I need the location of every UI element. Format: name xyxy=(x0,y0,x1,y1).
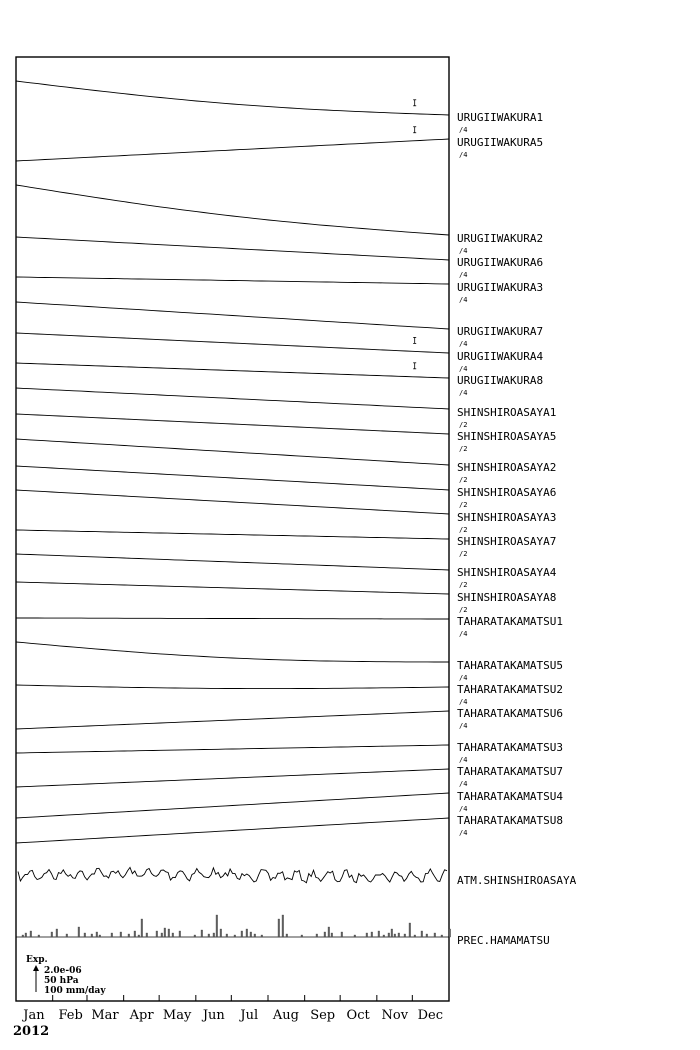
legend xyxy=(26,955,106,996)
strain-traces xyxy=(16,81,449,843)
divisor-urugiiwakura8: /4 xyxy=(459,389,468,397)
label-urugiiwakura5: URUGIIWAKURA5 xyxy=(457,136,544,149)
label-shinshiroasaya4: SHINSHIROASAYA4 xyxy=(457,566,557,579)
label-taharatakamatsu2: TAHARATAKAMATSU2 xyxy=(457,683,563,696)
precip-bar xyxy=(30,931,32,937)
month-label-mar: Mar xyxy=(91,1008,119,1023)
label-urugiiwakura6: URUGIIWAKURA6 xyxy=(457,256,544,269)
label-shinshiroasaya1: SHINSHIROASAYA1 xyxy=(457,406,557,419)
label-shinshiroasaya5: SHINSHIROASAYA5 xyxy=(457,430,557,443)
precip-bar xyxy=(22,935,24,937)
precip-bar xyxy=(328,927,330,937)
precip-bar xyxy=(261,935,263,937)
series-labels xyxy=(457,111,577,947)
precip-bar xyxy=(341,932,343,937)
divisor-taharatakamatsu5: /4 xyxy=(459,674,468,682)
divisor-taharatakamatsu7: /4 xyxy=(459,780,468,788)
month-label-oct: Oct xyxy=(346,1008,370,1023)
trace-taharatakamatsu5 xyxy=(16,642,449,662)
divisor-shinshiroasaya6: /2 xyxy=(459,501,468,509)
precip-bar xyxy=(426,934,428,937)
month-label-dec: Dec xyxy=(417,1008,444,1023)
month-label-jan: Jan xyxy=(23,1008,45,1023)
precip-bar xyxy=(254,934,256,937)
precip-bar xyxy=(354,935,356,937)
label-taharatakamatsu7: TAHARATAKAMATSU7 xyxy=(457,765,563,778)
trace-shinshiroasaya5 xyxy=(16,414,449,434)
precip-bar xyxy=(278,919,280,937)
precip-bar xyxy=(383,935,385,937)
label-prec: PREC.HAMAMATSU xyxy=(457,934,550,947)
precip-bar xyxy=(38,935,40,937)
precip-bar xyxy=(99,935,101,937)
trace-shinshiroasaya3 xyxy=(16,490,449,514)
precip-bar xyxy=(201,930,203,937)
precip-bar xyxy=(194,935,196,937)
divisor-taharatakamatsu3: /4 xyxy=(459,756,468,764)
month-ticks xyxy=(21,995,443,1023)
precip-bar xyxy=(96,932,98,937)
trace-urugiiwakura5 xyxy=(16,139,449,161)
divisor-urugiiwakura7: /4 xyxy=(459,340,468,348)
precip-bar xyxy=(250,932,252,937)
precip-bar xyxy=(216,915,218,937)
trace-urugiiwakura4 xyxy=(16,333,449,353)
divisor-urugiiwakura1: /4 xyxy=(459,126,468,134)
precip-bar xyxy=(394,934,396,937)
label-urugiiwakura7: URUGIIWAKURA7 xyxy=(457,325,544,338)
precip-bar xyxy=(172,933,174,937)
trace-atm-shinshiroasaya xyxy=(18,867,447,882)
precip-bar xyxy=(301,935,303,937)
trace-shinshiroasaya6 xyxy=(16,466,449,490)
precip-bar xyxy=(324,932,326,937)
precip-bar xyxy=(246,929,248,937)
trace-taharatakamatsu1 xyxy=(16,618,449,619)
label-taharatakamatsu6: TAHARATAKAMATSU6 xyxy=(457,707,563,720)
trace-urugiiwakura7 xyxy=(16,302,449,329)
precip-bar xyxy=(128,934,130,937)
precip-bar xyxy=(331,933,333,937)
label-taharatakamatsu4: TAHARATAKAMATSU4 xyxy=(457,790,563,803)
precip-bar xyxy=(78,927,80,937)
precip-bar xyxy=(84,933,86,937)
plot-frame xyxy=(16,57,449,1001)
divisor-urugiiwakura4: /4 xyxy=(459,365,468,373)
precip-bar xyxy=(409,923,411,937)
precip-bar xyxy=(120,932,122,937)
precip-bar xyxy=(378,931,380,937)
trace-taharatakamatsu8 xyxy=(16,818,449,843)
precip-bar xyxy=(168,929,170,937)
trace-taharatakamatsu7 xyxy=(16,769,449,787)
label-taharatakamatsu3: TAHARATAKAMATSU3 xyxy=(457,741,563,754)
legend-arrow-head xyxy=(33,965,39,971)
legend-strain-scale: 2.0e-06 xyxy=(44,966,82,976)
trace-urugiiwakura8 xyxy=(16,363,449,378)
offset-marker xyxy=(413,363,416,369)
divisor-shinshiroasaya7: /2 xyxy=(459,550,468,558)
trace-shinshiroasaya1 xyxy=(16,388,449,409)
offset-marker xyxy=(413,127,416,133)
trace-taharatakamatsu2 xyxy=(16,685,449,689)
label-urugiiwakura2: URUGIIWAKURA2 xyxy=(457,232,544,245)
precip-bar xyxy=(404,934,406,937)
trace-taharatakamatsu4 xyxy=(16,793,449,818)
divisor-taharatakamatsu4: /4 xyxy=(459,805,468,813)
precip-bar xyxy=(141,919,143,937)
year-label: 2012 xyxy=(13,1024,50,1039)
month-label-apr: Apr xyxy=(129,1008,154,1023)
legend-title: Exp. xyxy=(26,955,48,965)
trace-taharatakamatsu6 xyxy=(16,711,449,729)
trace-taharatakamatsu3 xyxy=(16,745,449,753)
divisor-shinshiroasaya3: /2 xyxy=(459,526,468,534)
precip-bar xyxy=(391,929,393,937)
precip-bar xyxy=(111,933,113,937)
precip-bar xyxy=(146,933,148,937)
trace-shinshiroasaya4 xyxy=(16,554,449,570)
precip-bar xyxy=(371,932,373,937)
label-taharatakamatsu5: TAHARATAKAMATSU5 xyxy=(457,659,563,672)
offset-marker xyxy=(413,337,416,343)
precip-bar xyxy=(208,934,210,937)
precip-bar xyxy=(414,935,416,937)
precip-bar xyxy=(421,931,423,937)
month-label-nov: Nov xyxy=(381,1008,409,1023)
precip-bar xyxy=(282,915,284,937)
label-urugiiwakura4: URUGIIWAKURA4 xyxy=(457,350,544,363)
label-atm: ATM.SHINSHIROASAYA xyxy=(457,874,577,887)
trace-shinshiroasaya7 xyxy=(16,530,449,539)
precip-bar xyxy=(134,931,136,937)
month-label-jul: Jul xyxy=(240,1008,259,1023)
divisor-shinshiroasaya4: /2 xyxy=(459,581,468,589)
divisor-taharatakamatsu1: /4 xyxy=(459,630,468,638)
month-label-aug: Aug xyxy=(272,1008,300,1023)
precip-bar xyxy=(179,931,181,937)
precip-bar xyxy=(66,934,68,937)
trace-shinshiroasaya2 xyxy=(16,439,449,465)
legend-pressure-scale: 50 hPa xyxy=(44,976,79,986)
divisor-shinshiroasaya5: /2 xyxy=(459,445,468,453)
label-urugiiwakura8: URUGIIWAKURA8 xyxy=(457,374,544,387)
precip-bars xyxy=(22,915,451,937)
precip-bar xyxy=(164,928,166,937)
precip-bar xyxy=(434,933,436,937)
month-label-sep: Sep xyxy=(310,1008,336,1023)
offset-marker xyxy=(413,100,416,106)
trace-urugiiwakura2 xyxy=(16,185,449,235)
trace-urugiiwakura6 xyxy=(16,237,449,260)
precip-bar xyxy=(398,933,400,937)
divisor-taharatakamatsu2: /4 xyxy=(459,698,468,706)
label-urugiiwakura1: URUGIIWAKURA1 xyxy=(457,111,544,124)
trace-urugiiwakura1 xyxy=(16,81,449,115)
label-shinshiroasaya2: SHINSHIROASAYA2 xyxy=(457,461,557,474)
divisor-urugiiwakura5: /4 xyxy=(459,151,468,159)
precip-bar xyxy=(241,931,243,937)
precip-bar xyxy=(138,935,140,937)
divisor-taharatakamatsu8: /4 xyxy=(459,829,468,837)
precip-bar xyxy=(441,935,443,937)
precip-bar xyxy=(25,933,27,937)
trace-shinshiroasaya8 xyxy=(16,582,449,594)
precip-bar xyxy=(366,933,368,937)
label-shinshiroasaya3: SHINSHIROASAYA3 xyxy=(457,511,557,524)
precip-bar xyxy=(388,933,390,937)
label-shinshiroasaya7: SHINSHIROASAYA7 xyxy=(457,535,557,548)
precip-bar xyxy=(161,933,163,937)
legend-precip-scale: 100 mm/day xyxy=(44,986,106,996)
divisor-urugiiwakura3: /4 xyxy=(459,296,468,304)
precip-bar xyxy=(220,929,222,937)
month-label-feb: Feb xyxy=(58,1008,83,1023)
divisor-shinshiroasaya1: /2 xyxy=(459,421,468,429)
precip-bar xyxy=(449,929,451,937)
month-label-jun: Jun xyxy=(202,1008,225,1023)
label-shinshiroasaya8: SHINSHIROASAYA8 xyxy=(457,591,557,604)
divisor-taharatakamatsu6: /4 xyxy=(459,722,468,730)
precip-bar xyxy=(56,929,58,937)
divisor-urugiiwakura2: /4 xyxy=(459,247,468,255)
precip-bar xyxy=(213,933,215,937)
month-label-may: May xyxy=(162,1008,192,1023)
precip-bar xyxy=(156,931,158,937)
label-taharatakamatsu1: TAHARATAKAMATSU1 xyxy=(457,615,563,628)
precip-bar xyxy=(316,934,318,937)
atm-trace-group xyxy=(18,867,447,882)
label-taharatakamatsu8: TAHARATAKAMATSU8 xyxy=(457,814,563,827)
label-shinshiroasaya6: SHINSHIROASAYA6 xyxy=(457,486,557,499)
precip-bar xyxy=(226,934,228,937)
precip-bar xyxy=(91,934,93,937)
trace-urugiiwakura3 xyxy=(16,277,449,284)
precip-bar xyxy=(51,932,53,937)
divisor-urugiiwakura6: /4 xyxy=(459,271,468,279)
precip-bar xyxy=(286,934,288,937)
label-urugiiwakura3: URUGIIWAKURA3 xyxy=(457,281,544,294)
precip-bar xyxy=(234,935,236,937)
divisor-shinshiroasaya8: /2 xyxy=(459,606,468,614)
divisor-shinshiroasaya2: /2 xyxy=(459,476,468,484)
